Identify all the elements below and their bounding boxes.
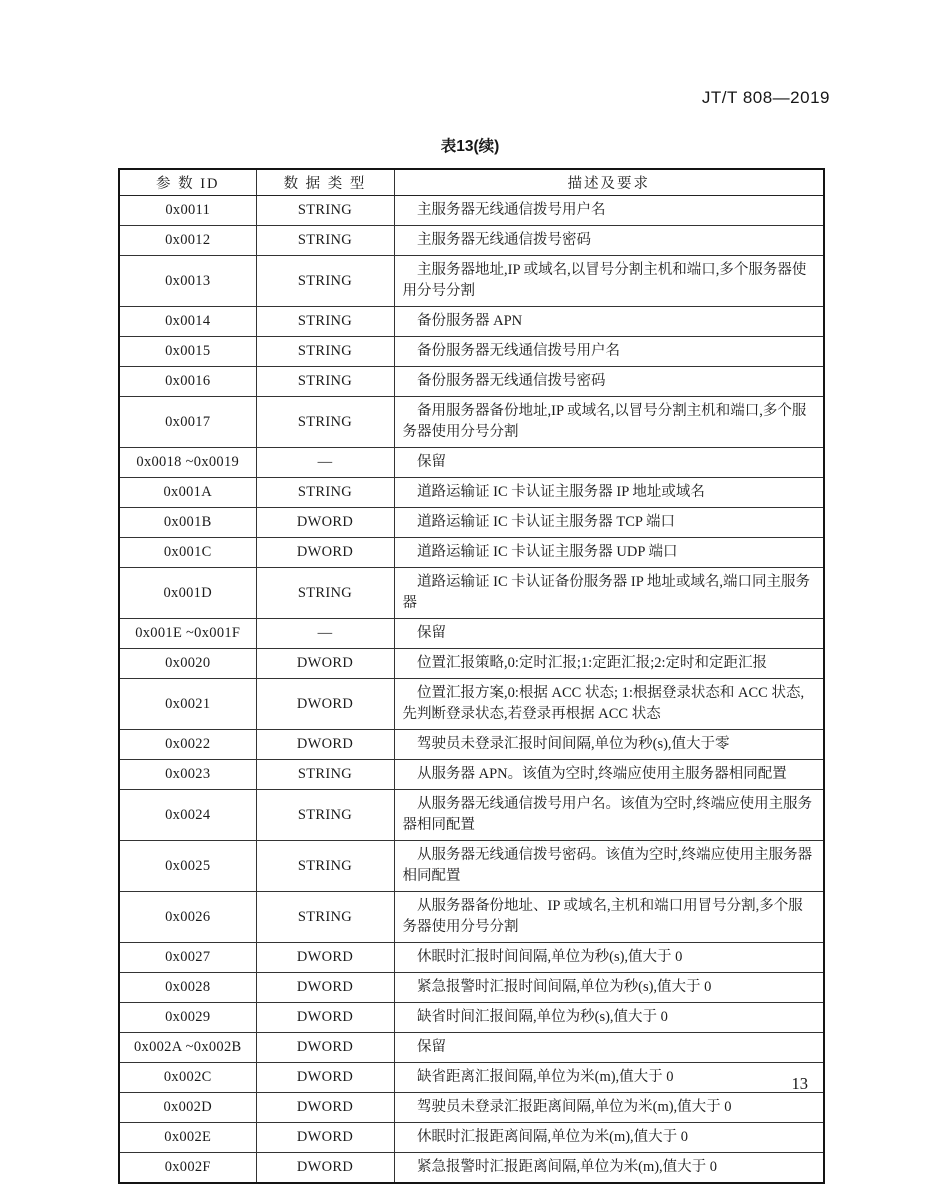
description-text: 驾驶员未登录汇报距离间隔,单位为米(m),值大于 0 [417, 1099, 732, 1115]
data-type-cell: DWORD [256, 1093, 394, 1123]
data-type-cell: STRING [256, 760, 394, 790]
description-text: 紧急报警时汇报时间间隔,单位为秒(s),值大于 0 [417, 979, 712, 995]
table-row [119, 397, 824, 448]
description-text: 从服务器无线通信拨号密码。该值为空时,终端应使用主服务器相同配置 [402, 847, 813, 884]
table-row [119, 256, 824, 307]
param-id-cell: 0x002C [119, 1063, 256, 1093]
data-type-cell: DWORD [256, 649, 394, 679]
table-row [119, 1093, 824, 1123]
param-id-cell: 0x001A [119, 478, 256, 508]
data-type-cell: STRING [256, 790, 394, 841]
data-type-cell: DWORD [256, 1003, 394, 1033]
param-id-cell: 0x0028 [119, 973, 256, 1003]
data-type-cell: DWORD [256, 1153, 394, 1184]
param-id-cell: 0x0020 [119, 649, 256, 679]
description-cell [394, 397, 824, 448]
table-row [119, 892, 824, 943]
description-text: 从服务器无线通信拨号用户名。该值为空时,终端应使用主服务器相同配置 [402, 796, 813, 833]
table-body [119, 196, 824, 1184]
description-cell [394, 841, 824, 892]
data-type-cell: STRING [256, 307, 394, 337]
param-id-cell: 0x001C [119, 538, 256, 568]
description-cell [394, 1063, 824, 1093]
table-row [119, 448, 824, 478]
param-id-cell: 0x002A ~0x002B [119, 1033, 256, 1063]
table-row [119, 337, 824, 367]
data-type-cell: STRING [256, 478, 394, 508]
standard-number: JT/T 808—2019 [701, 88, 830, 107]
table-caption: 表13(续) [440, 138, 500, 155]
header-param-id: 参 数 ID [119, 169, 256, 196]
table-row [119, 1153, 824, 1184]
table-row [119, 196, 824, 226]
description-text: 缺省距离汇报间隔,单位为米(m),值大于 0 [417, 1069, 674, 1085]
description-text: 位置汇报策略,0:定时汇报;1:定距汇报;2:定时和定距汇报 [417, 655, 768, 671]
param-id-cell: 0x0026 [119, 892, 256, 943]
table-row [119, 1063, 824, 1093]
parameter-table-container [118, 168, 825, 1184]
data-type-cell: STRING [256, 337, 394, 367]
description-cell [394, 568, 824, 619]
page-number: 13 [791, 1074, 808, 1093]
param-id-cell: 0x0011 [119, 196, 256, 226]
description-cell [394, 760, 824, 790]
data-type-cell: STRING [256, 397, 394, 448]
param-id-cell: 0x0024 [119, 790, 256, 841]
description-text: 紧急报警时汇报距离间隔,单位为米(m),值大于 0 [417, 1159, 718, 1175]
description-text: 位置汇报方案,0:根据 ACC 状态; 1:根据登录状态和 ACC 状态,先判断登录状态,若登录再根据 ACC 状态 [402, 685, 805, 722]
description-cell [394, 1153, 824, 1184]
param-id-cell: 0x0016 [119, 367, 256, 397]
description-cell [394, 448, 824, 478]
data-type-cell: DWORD [256, 679, 394, 730]
description-cell [394, 337, 824, 367]
table-row [119, 730, 824, 760]
table-row [119, 790, 824, 841]
description-text: 休眠时汇报距离间隔,单位为米(m),值大于 0 [417, 1129, 689, 1145]
description-cell [394, 892, 824, 943]
table-row [119, 619, 824, 649]
data-type-cell: STRING [256, 568, 394, 619]
description-cell [394, 1093, 824, 1123]
table-row [119, 1033, 824, 1063]
param-id-cell: 0x0012 [119, 226, 256, 256]
description-text: 备份服务器无线通信拨号密码 [417, 373, 606, 389]
table-header-row [119, 169, 824, 196]
param-id-cell: 0x001D [119, 568, 256, 619]
data-type-cell: DWORD [256, 538, 394, 568]
header-description: 描述及要求 [394, 169, 824, 196]
data-type-cell: DWORD [256, 973, 394, 1003]
param-id-cell: 0x0018 ~0x0019 [119, 448, 256, 478]
data-type-cell: STRING [256, 841, 394, 892]
table-row [119, 538, 824, 568]
param-id-cell: 0x0013 [119, 256, 256, 307]
description-text: 保留 [417, 454, 446, 470]
data-type-cell: STRING [256, 367, 394, 397]
description-text: 备份服务器 APN [417, 313, 523, 329]
param-id-cell: 0x0014 [119, 307, 256, 337]
data-type-cell: DWORD [256, 1123, 394, 1153]
description-cell [394, 943, 824, 973]
param-id-cell: 0x0022 [119, 730, 256, 760]
data-type-cell: — [256, 619, 394, 649]
table-row [119, 367, 824, 397]
description-text: 主服务器无线通信拨号密码 [417, 232, 591, 248]
data-type-cell: DWORD [256, 1033, 394, 1063]
param-id-cell: 0x0023 [119, 760, 256, 790]
table-row [119, 568, 824, 619]
description-cell [394, 1003, 824, 1033]
table-row [119, 226, 824, 256]
description-text: 保留 [417, 1039, 446, 1055]
param-id-cell: 0x0021 [119, 679, 256, 730]
table-row [119, 841, 824, 892]
header-data-type: 数 据 类 型 [256, 169, 394, 196]
data-type-cell: DWORD [256, 943, 394, 973]
data-type-cell: DWORD [256, 508, 394, 538]
table-row [119, 508, 824, 538]
description-text: 备份服务器无线通信拨号用户名 [417, 343, 620, 359]
table-row [119, 307, 824, 337]
param-id-cell: 0x0027 [119, 943, 256, 973]
description-cell [394, 1123, 824, 1153]
description-cell [394, 973, 824, 1003]
description-text: 主服务器地址,IP 或域名,以冒号分割主机和端口,多个服务器使用分号分割 [402, 262, 807, 299]
description-cell [394, 649, 824, 679]
description-cell [394, 196, 824, 226]
table-row [119, 649, 824, 679]
data-type-cell: DWORD [256, 1063, 394, 1093]
description-cell [394, 679, 824, 730]
param-id-cell: 0x001E ~0x001F [119, 619, 256, 649]
description-text: 缺省时间汇报间隔,单位为秒(s),值大于 0 [417, 1009, 668, 1025]
description-text: 道路运输证 IC 卡认证主服务器 IP 地址或域名 [417, 484, 705, 500]
description-text: 从服务器 APN。该值为空时,终端应使用主服务器相同配置 [417, 766, 787, 782]
description-cell [394, 538, 824, 568]
data-type-cell: — [256, 448, 394, 478]
data-type-cell: STRING [256, 892, 394, 943]
param-id-cell: 0x0017 [119, 397, 256, 448]
table-row [119, 943, 824, 973]
description-text: 保留 [417, 625, 446, 641]
description-text: 从服务器备份地址、IP 或域名,主机和端口用冒号分割,多个服务器使用分号分割 [402, 898, 803, 935]
description-text: 道路运输证 IC 卡认证主服务器 UDP 端口 [417, 544, 678, 560]
parameter-table [118, 168, 825, 1184]
description-text: 休眠时汇报时间间隔,单位为秒(s),值大于 0 [417, 949, 683, 965]
description-text: 主服务器无线通信拨号用户名 [417, 202, 606, 218]
table-row [119, 679, 824, 730]
description-cell [394, 478, 824, 508]
param-id-cell: 0x002E [119, 1123, 256, 1153]
description-cell [394, 790, 824, 841]
data-type-cell: STRING [256, 226, 394, 256]
param-id-cell: 0x002F [119, 1153, 256, 1184]
param-id-cell: 0x001B [119, 508, 256, 538]
description-cell [394, 367, 824, 397]
description-cell [394, 508, 824, 538]
data-type-cell: STRING [256, 196, 394, 226]
description-text: 驾驶员未登录汇报时间间隔,单位为秒(s),值大于零 [417, 736, 730, 752]
table-row [119, 478, 824, 508]
description-cell [394, 307, 824, 337]
param-id-cell: 0x0015 [119, 337, 256, 367]
table-row [119, 760, 824, 790]
description-text: 道路运输证 IC 卡认证备份服务器 IP 地址或域名,端口同主服务器 [402, 574, 810, 611]
table-row [119, 1123, 824, 1153]
data-type-cell: STRING [256, 256, 394, 307]
description-cell [394, 256, 824, 307]
description-text: 道路运输证 IC 卡认证主服务器 TCP 端口 [417, 514, 676, 530]
description-text: 备用服务器备份地址,IP 或域名,以冒号分割主机和端口,多个服务器使用分号分割 [402, 403, 807, 440]
param-id-cell: 0x002D [119, 1093, 256, 1123]
data-type-cell: DWORD [256, 730, 394, 760]
table-row [119, 1003, 824, 1033]
table-row [119, 973, 824, 1003]
param-id-cell: 0x0029 [119, 1003, 256, 1033]
description-cell [394, 226, 824, 256]
param-id-cell: 0x0025 [119, 841, 256, 892]
description-cell [394, 730, 824, 760]
description-cell [394, 619, 824, 649]
description-cell [394, 1033, 824, 1063]
